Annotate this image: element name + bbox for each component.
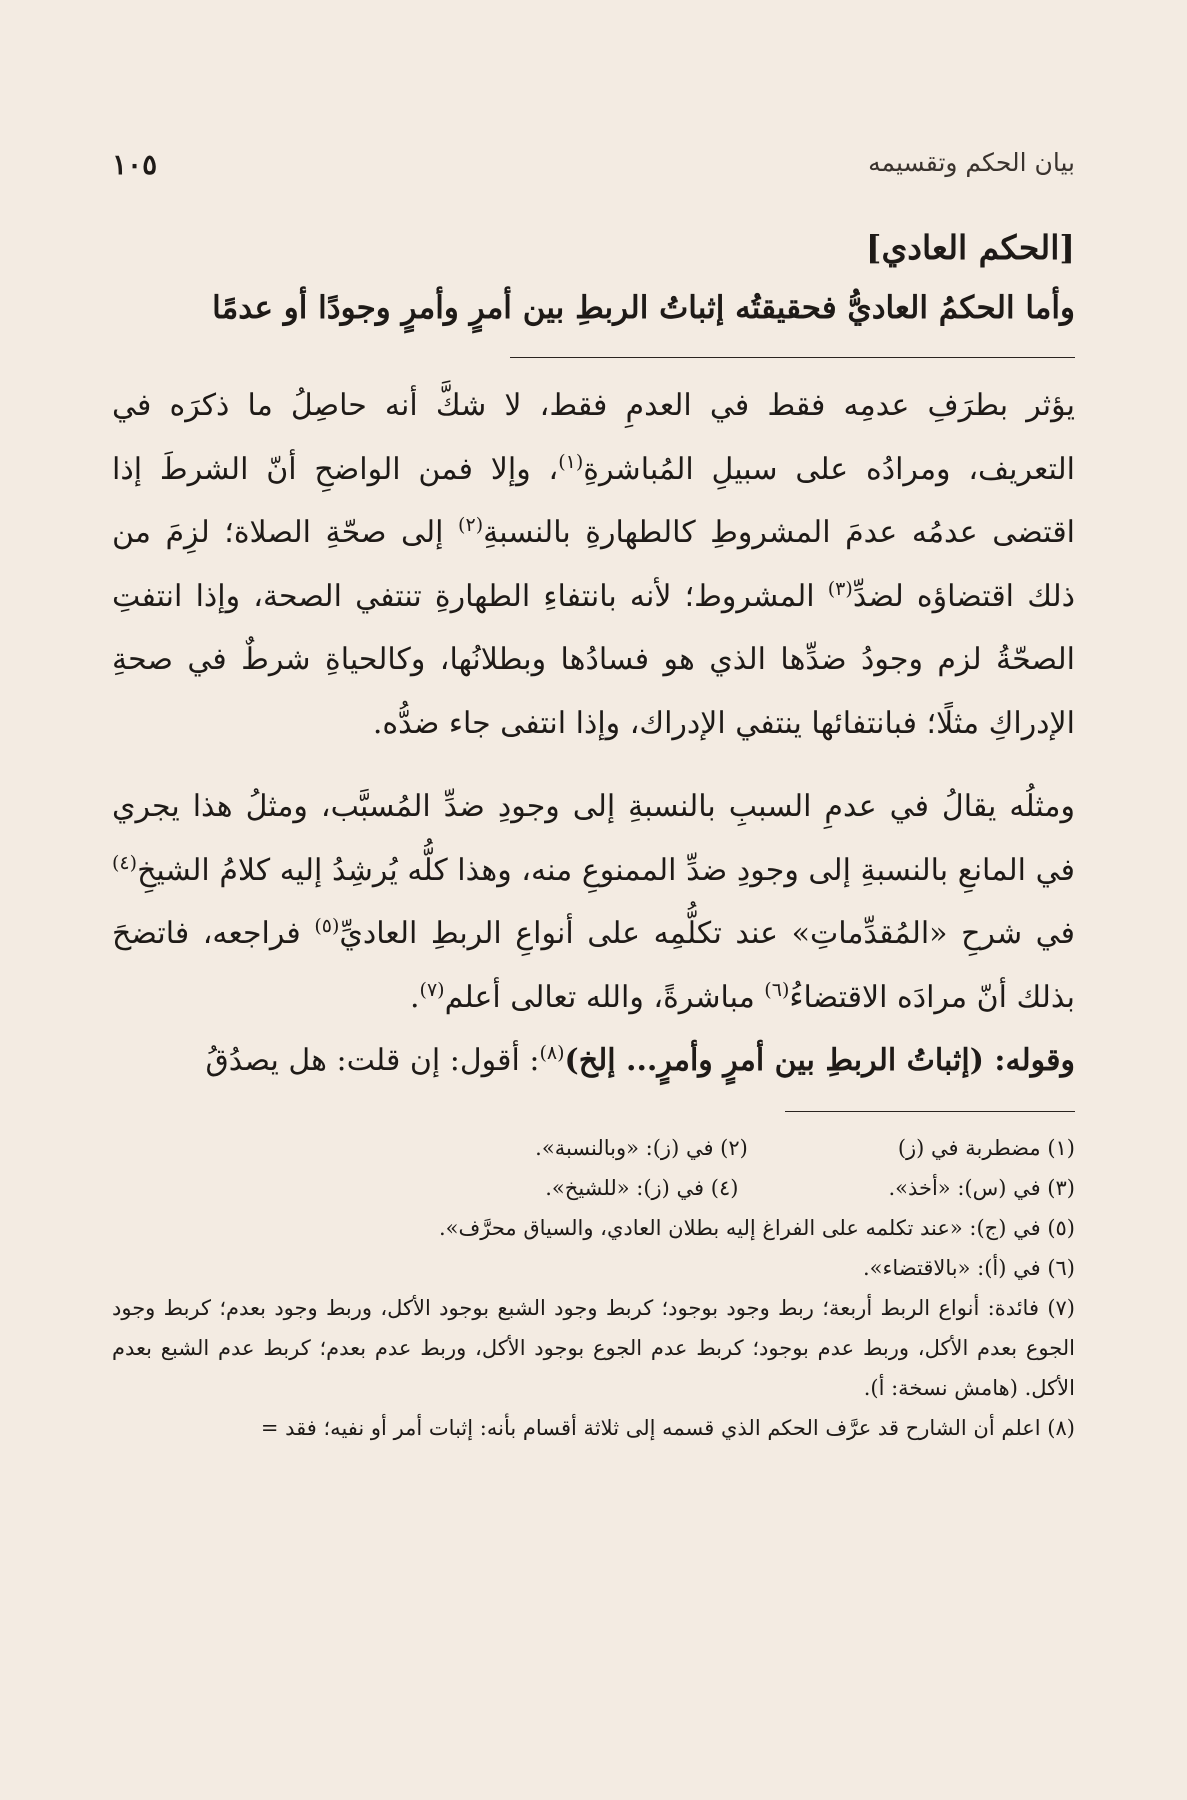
footnote-4: (٤) في (ز): «للشيخ».: [545, 1175, 739, 1200]
text-run: في شرحِ «المُقدِّماتِ» عند تكلُّمِه على أنواعِ الربطِ العاديِّ: [339, 916, 1076, 951]
footnote-7: (٧) فائدة: أنواع الربط أربعة؛ ربط وجود بوجود؛ كربط وجود الشبع بوجود الأكل، وربط وجود بعدم؛ كربط وجود الجوع بعدم الأكل، وربط عدم بوجود؛ كربط عدم الجوع بوجود الأكل، وربط عدم بعدم؛ كربط عدم الشبع بعدم الأكل. (هامش نسخة: أ).: [112, 1295, 1075, 1400]
commentary-paragraph-1: [112, 374, 1075, 755]
footnote-ref-6[interactable]: (٦): [764, 978, 790, 1001]
text-run: إلى صحّةِ الصلاة؛ لزِمَ من ذلك اقتضاؤه لضدِّ: [112, 515, 1075, 614]
footnote-ref-8[interactable]: (٨): [539, 1042, 565, 1064]
text-run: مباشرةً، والله تعالى أعلم: [444, 979, 765, 1015]
section-heading: [الحكم العادي]: [865, 228, 1075, 267]
text-run: .: [409, 979, 420, 1015]
text-run: المشروط؛ لأنه بانتفاءِ الطهارةِ تنتفي الصحة، وإذا انتفتِ الصحّةُ لزم وجودُ ضدِّها الذي هو فسادُها وبطلانُها، وكالحياةِ شرطٌ في صحةِ الإدراكِ مثلًا؛ فبانتفائها ينتفي الإدراك، وإذا انتفى جاء ضدُّه.: [112, 578, 1075, 741]
footnote-2: (٢) في (ز): «وبالنسبة».: [535, 1135, 748, 1160]
page-number: ١٠٥: [112, 148, 158, 181]
footnote-row: [112, 1168, 1075, 1208]
page-body: [112, 228, 1075, 1448]
footnotes: [112, 1128, 1075, 1448]
footnote-ref-2[interactable]: (٢): [458, 514, 484, 536]
text-run: ومثلُه يقالُ في عدمِ السببِ بالنسبةِ إلى وجودِ ضدِّ المُسبَّب، ومثلُ هذا يجري في المانعِ بالنسبةِ إلى وجودِ ضدِّ الممنوعِ منه، وهذا كلُّه يُرشِدُ إليه كلامُ الشيخِ: [112, 789, 1075, 888]
text-run: ، وإلا فمن الواضحِ أنّ الشرطَ إذا اقتضى عدمُه عدمَ المشروطِ كالطهارةِ بالنسبةِ: [112, 451, 1075, 550]
quoted-matn: وقوله: (إثباتُ الربطِ بين أمرٍ وأمرٍ... إلخ): [564, 1043, 1075, 1078]
page-header: [112, 148, 1075, 188]
footnote-3: (٣) في (س): «أخذ».: [888, 1175, 1075, 1200]
commentary-paragraph-2: [112, 775, 1075, 1029]
running-title: بيان الحكم وتقسيمه: [868, 148, 1075, 177]
footnote-8: (٨) اعلم أن الشارح قد عرَّف الحكم الذي قسمه إلى ثلاثة أقسام بأنه: إثبات أمر أو نفيه؛ فقد =: [260, 1415, 1075, 1440]
text-run: يؤثر بطرَفِ عدمِه فقط في العدمِ فقط، لا شكَّ أنه حاصِلُ ما ذكرَه في التعريف، ومرادُه على سبيلِ المُباشرةِ: [112, 388, 1075, 487]
text-run: : أقول: إن قلت: هل يصدُقُ: [205, 1043, 540, 1078]
footnote-6: (٦) في (أ): «بالاقتضاء».: [863, 1255, 1075, 1280]
footnote-5: (٥) في (ج): «عند تكلمه على الفراغ إليه بطلان العادي، والسياق محرَّف».: [439, 1215, 1075, 1240]
text-run: فراجعه، فاتضحَ بذلك أنّ مرادَه الاقتضاءُ: [112, 916, 1075, 1015]
footnote-ref-7[interactable]: (٧): [419, 978, 445, 1001]
footnote-row: [112, 1128, 1075, 1168]
footnote-ref-4[interactable]: (٤): [112, 851, 138, 874]
footnote-ref-5[interactable]: (٥): [314, 915, 340, 937]
matn-text: وأما الحكمُ العاديُّ فحقيقتُه إثباتُ الربطِ بين أمرٍ وأمرٍ وجودًا أو عدمًا: [212, 290, 1075, 326]
footnote-separator: [785, 1111, 1075, 1112]
matn-separator: [510, 357, 1075, 358]
footnote-ref-3[interactable]: (٣): [827, 577, 853, 600]
footnote-ref-1[interactable]: (١): [558, 450, 584, 473]
footnote-1: (١) مضطربة في (ز): [897, 1135, 1075, 1160]
commentary-paragraph-3: [112, 1029, 1075, 1093]
